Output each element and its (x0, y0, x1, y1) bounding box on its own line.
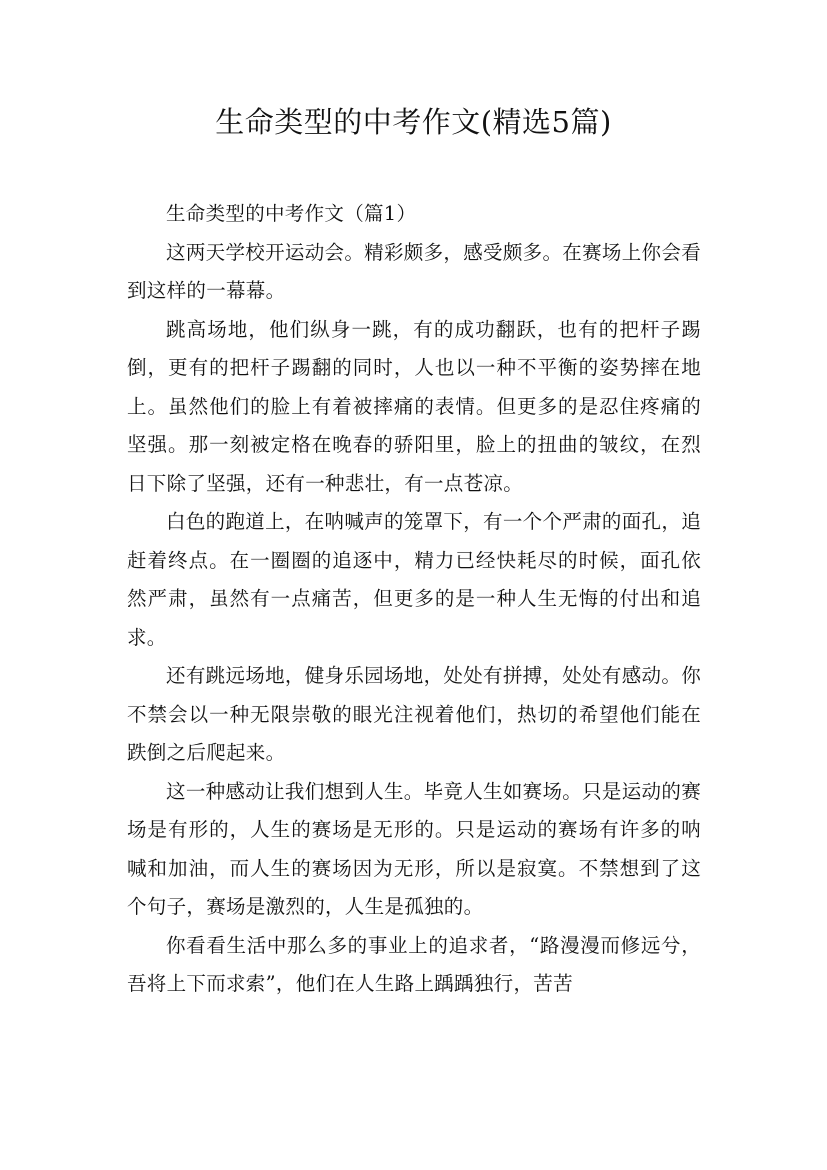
paragraph-1: 这两天学校开运动会。精彩颇多，感受颇多。在赛场上你会看到这样的一幕幕。 (127, 240, 701, 302)
paragraph-4: 还有跳远场地，健身乐园场地，处处有拼搏，处处有感动。你不禁会以一种无限崇敬的眼光注视着他们，热切的希望他们能在跌倒之后爬起来。 (127, 664, 701, 764)
section-heading: 生命类型的中考作文（篇1） (166, 202, 417, 225)
paragraph-2: 跳高场地，他们纵身一跳，有的成功翻跃，也有的把杆子踢倒，更有的把杆子踢翻的同时，人也以一种不平衡的姿势摔在地上。虽然他们的脸上有着被摔痛的表情。但更多的是忍住疼痛的坚强。那一刻被定格在晚春的骄阳里，脸上的扭曲的皱纹，在烈日下除了坚强，还有一种悲壮，有一点苍凉。 (127, 317, 701, 495)
document-body (127, 195, 701, 1004)
paragraph-6: 你看看生活中那么多的事业上的追求者，“路漫漫而修远兮，吾将上下而求索”，他们在人生路上踽踽独行，苦苦 (127, 933, 701, 995)
paragraph-3: 白色的跑道上，在呐喊声的笼罩下，有一个个严肃的面孔，追赶着终点。在一圈圈的追逐中，精力已经快耗尽的时候，面孔依然严肃，虽然有一点痛苦，但更多的是一种人生无悔的付出和追求。 (127, 510, 701, 649)
paragraph-5: 这一种感动让我们想到人生。毕竟人生如赛场。只是运动的赛场是有形的，人生的赛场是无形的。只是运动的赛场有许多的呐喊和加油，而人生的赛场因为无形，所以是寂寞。不禁想到了这个句子，赛场是激烈的，人生是孤独的。 (127, 779, 701, 918)
document-title: 生命类型的中考作文(精选5篇) (215, 105, 612, 139)
